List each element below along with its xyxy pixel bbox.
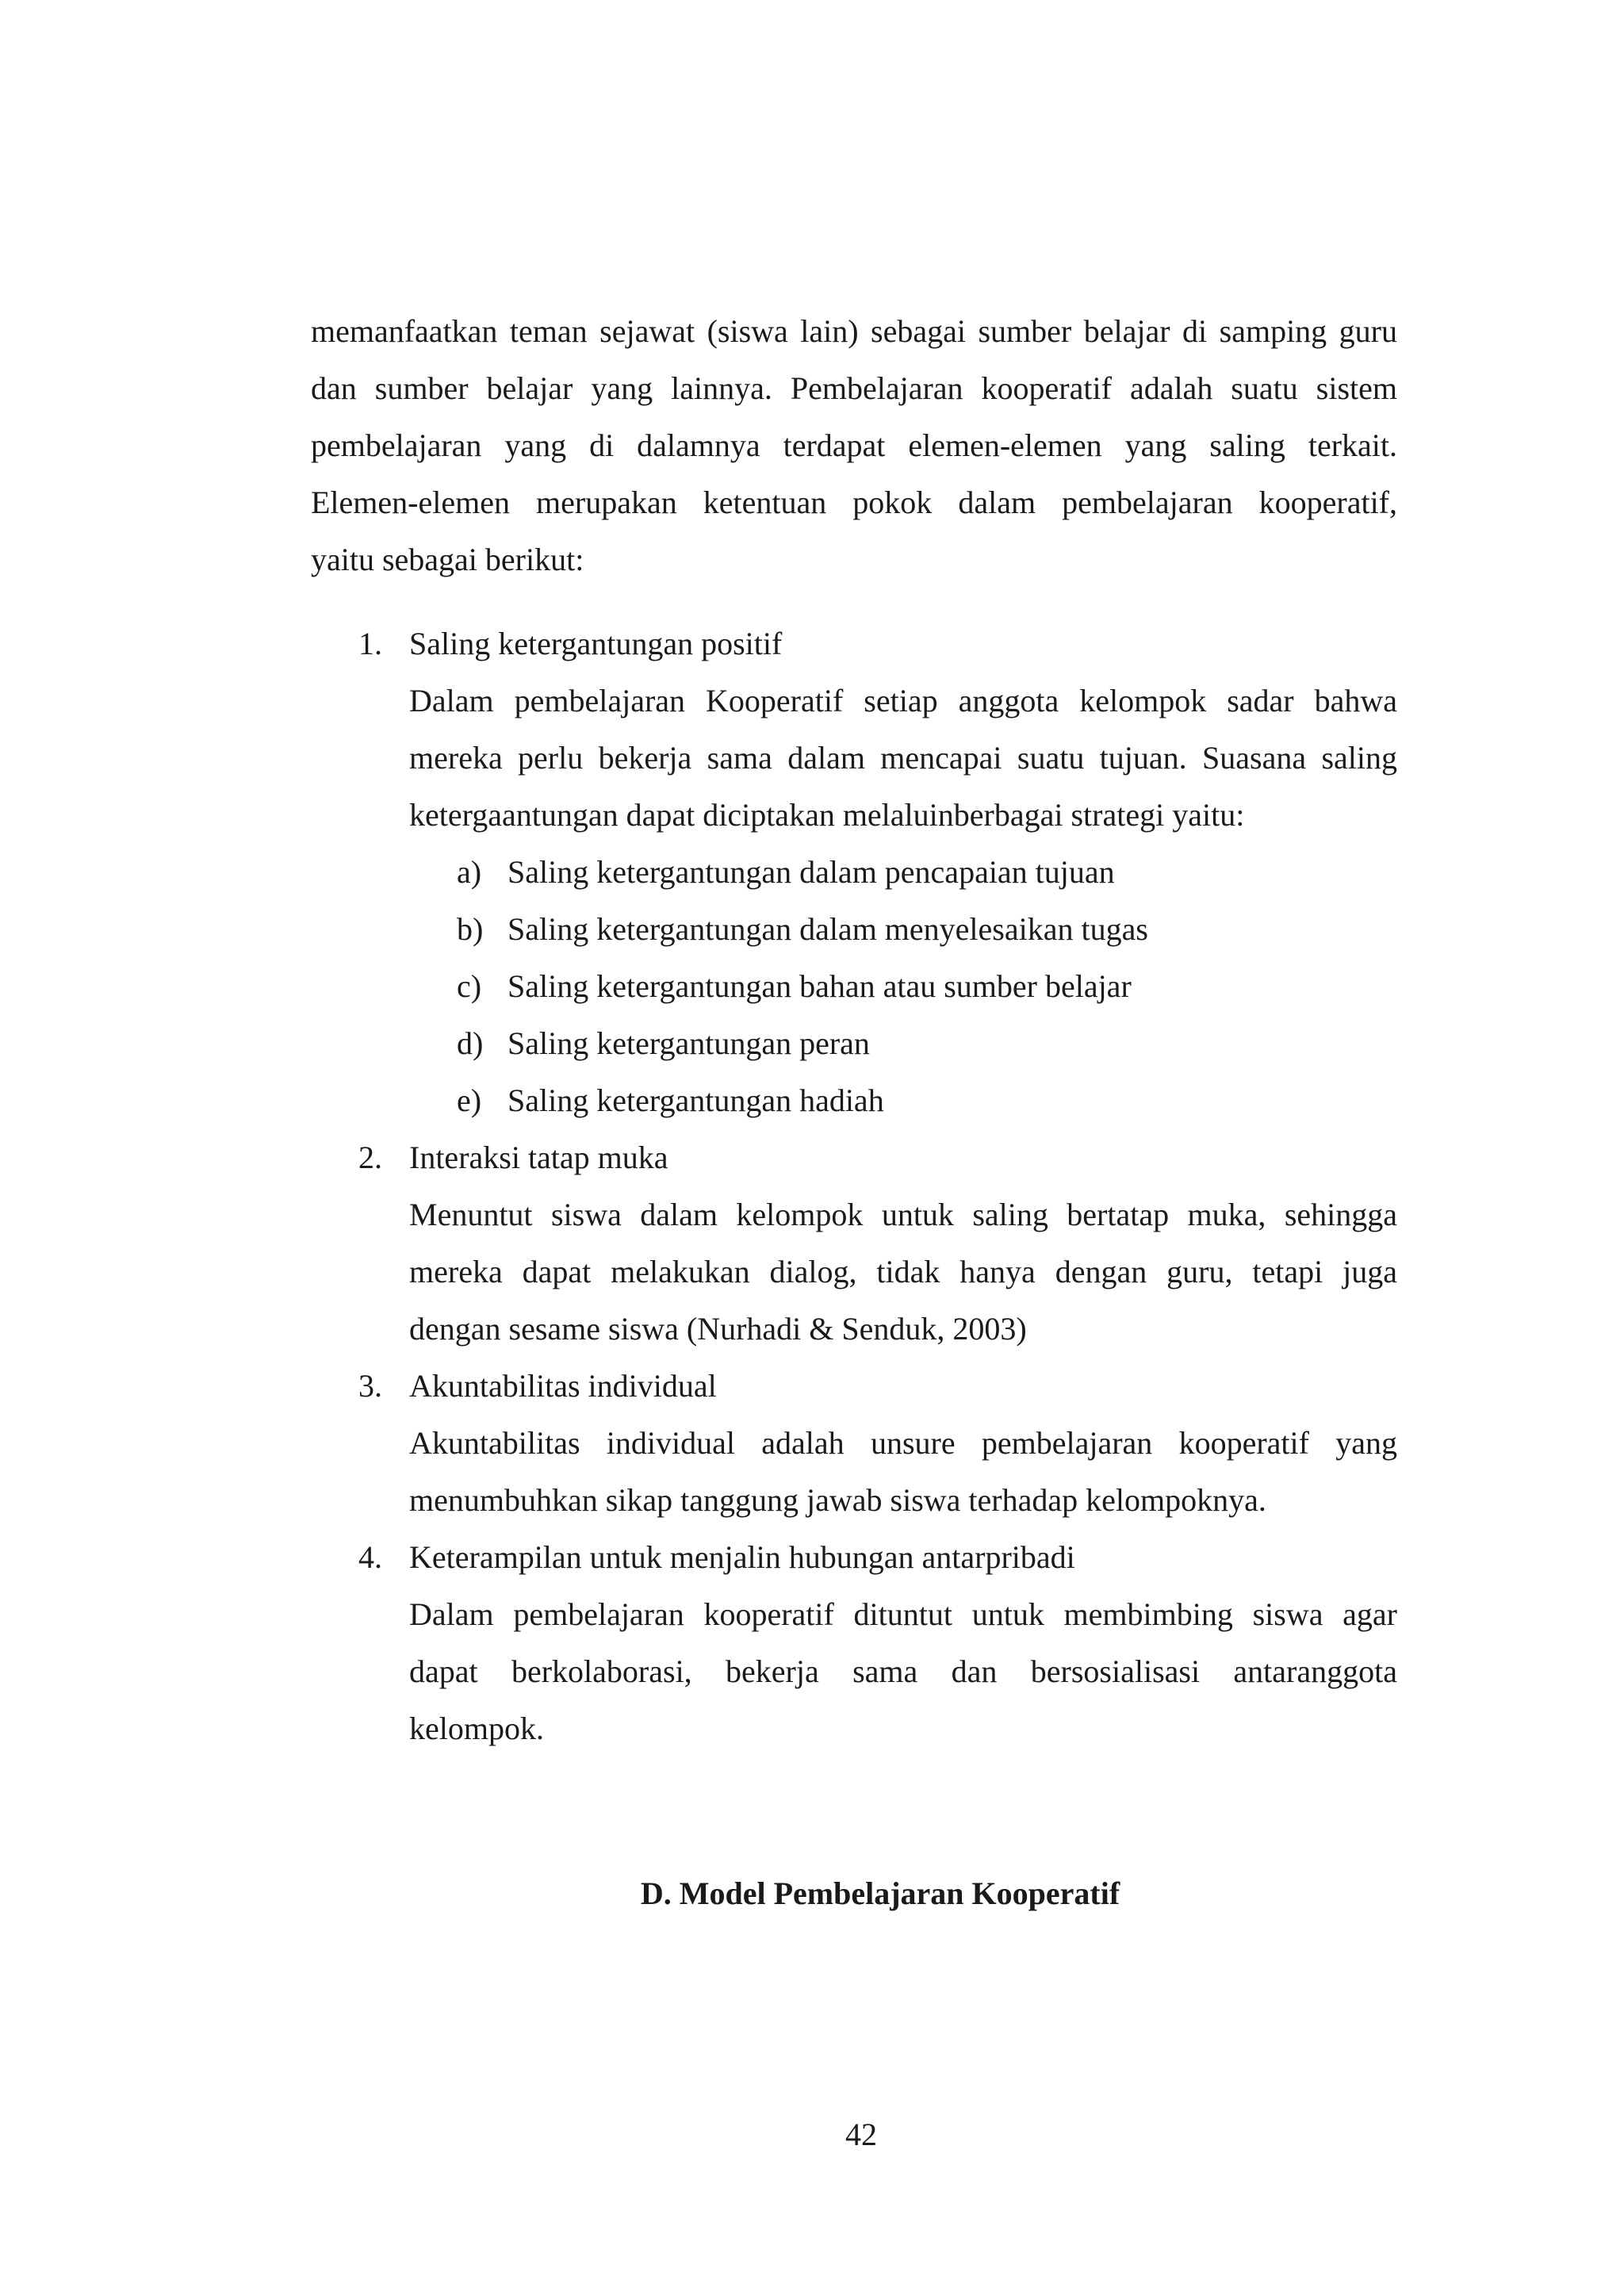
sub-list-item-b bbox=[457, 901, 1148, 958]
body-line: kelompok. bbox=[409, 1711, 544, 1746]
list-item-1-body bbox=[409, 672, 1397, 844]
list-item-title: Saling ketergantungan positif bbox=[409, 626, 783, 661]
intro-line: Elemen-elemen merupakan ketentuan pokok dalam pembelajaran kooperatif, bbox=[311, 485, 1397, 520]
sub-list-letter: e) bbox=[457, 1082, 482, 1118]
intro-paragraph bbox=[311, 303, 1397, 588]
list-item-2-body bbox=[409, 1186, 1397, 1358]
sub-list-item-c bbox=[457, 958, 1132, 1015]
sub-list-letter: d) bbox=[457, 1025, 484, 1061]
list-item-1-heading bbox=[358, 615, 782, 672]
body-line: Menuntut siswa dalam kelompok untuk saling bertatap muka, sehingga bbox=[409, 1197, 1397, 1232]
body-line: Dalam pembelajaran Kooperatif setiap anggota kelompok sadar bahwa bbox=[409, 683, 1397, 718]
section-heading: D. Model Pembelajaran Kooperatif bbox=[640, 1875, 1120, 1911]
body-line: dengan sesame siswa (Nurhadi & Senduk, 2003) bbox=[409, 1311, 1027, 1347]
sub-list-letter: b) bbox=[457, 911, 484, 947]
intro-line: yaitu sebagai berikut: bbox=[311, 542, 584, 577]
sub-list-text: Saling ketergantungan dalam menyelesaikan tugas bbox=[508, 911, 1148, 947]
list-item-3-heading bbox=[358, 1358, 717, 1415]
list-item-4-body bbox=[409, 1586, 1397, 1757]
sub-list-item-d bbox=[457, 1015, 870, 1072]
list-item-3-body bbox=[409, 1415, 1397, 1529]
page-number: 42 bbox=[845, 2117, 877, 2152]
body-line: Akuntabilitas individual adalah unsure pembelajaran kooperatif yang bbox=[409, 1425, 1397, 1461]
sub-list-item-a bbox=[457, 844, 1115, 901]
intro-line: memanfaatkan teman sejawat (siswa lain) sebagai sumber belajar di samping guru bbox=[311, 313, 1397, 349]
list-item-title: Akuntabilitas individual bbox=[409, 1368, 717, 1404]
sub-list-item-e bbox=[457, 1072, 884, 1129]
sub-list-text: Saling ketergantungan bahan atau sumber belajar bbox=[508, 968, 1132, 1004]
body-line: ketergaantungan dapat diciptakan melaluinberbagai strategi yaitu: bbox=[409, 797, 1245, 833]
list-item-4-heading bbox=[358, 1529, 1075, 1586]
list-item-2-heading bbox=[358, 1129, 668, 1186]
list-item-title: Interaksi tatap muka bbox=[409, 1140, 668, 1175]
body-line: menumbuhkan sikap tanggung jawab siswa terhadap kelompoknya. bbox=[409, 1482, 1266, 1518]
body-line: mereka dapat melakukan dialog, tidak hanya dengan guru, tetapi juga bbox=[409, 1254, 1397, 1289]
sub-list-text: Saling ketergantungan dalam pencapaian tujuan bbox=[508, 854, 1115, 890]
sub-list-text: Saling ketergantungan hadiah bbox=[508, 1082, 884, 1118]
list-item-title: Keterampilan untuk menjalin hubungan antarpribadi bbox=[409, 1539, 1075, 1575]
sub-list-letter: a) bbox=[457, 854, 482, 890]
list-number: 2. bbox=[358, 1140, 382, 1175]
intro-line: pembelajaran yang di dalamnya terdapat elemen-elemen yang saling terkait. bbox=[311, 427, 1397, 463]
sub-list-letter: c) bbox=[457, 968, 482, 1004]
sub-list-text: Saling ketergantungan peran bbox=[508, 1025, 870, 1061]
list-number: 1. bbox=[358, 626, 382, 661]
list-number: 4. bbox=[358, 1539, 382, 1575]
intro-line: dan sumber belajar yang lainnya. Pembelajaran kooperatif adalah suatu sistem bbox=[311, 370, 1397, 406]
list-number: 3. bbox=[358, 1368, 382, 1404]
body-line: Dalam pembelajaran kooperatif dituntut untuk membimbing siswa agar bbox=[409, 1596, 1397, 1632]
body-line: mereka perlu bekerja sama dalam mencapai suatu tujuan. Suasana saling bbox=[409, 740, 1397, 776]
body-line: dapat berkolaborasi, bekerja sama dan bersosialisasi antaranggota bbox=[409, 1653, 1397, 1689]
